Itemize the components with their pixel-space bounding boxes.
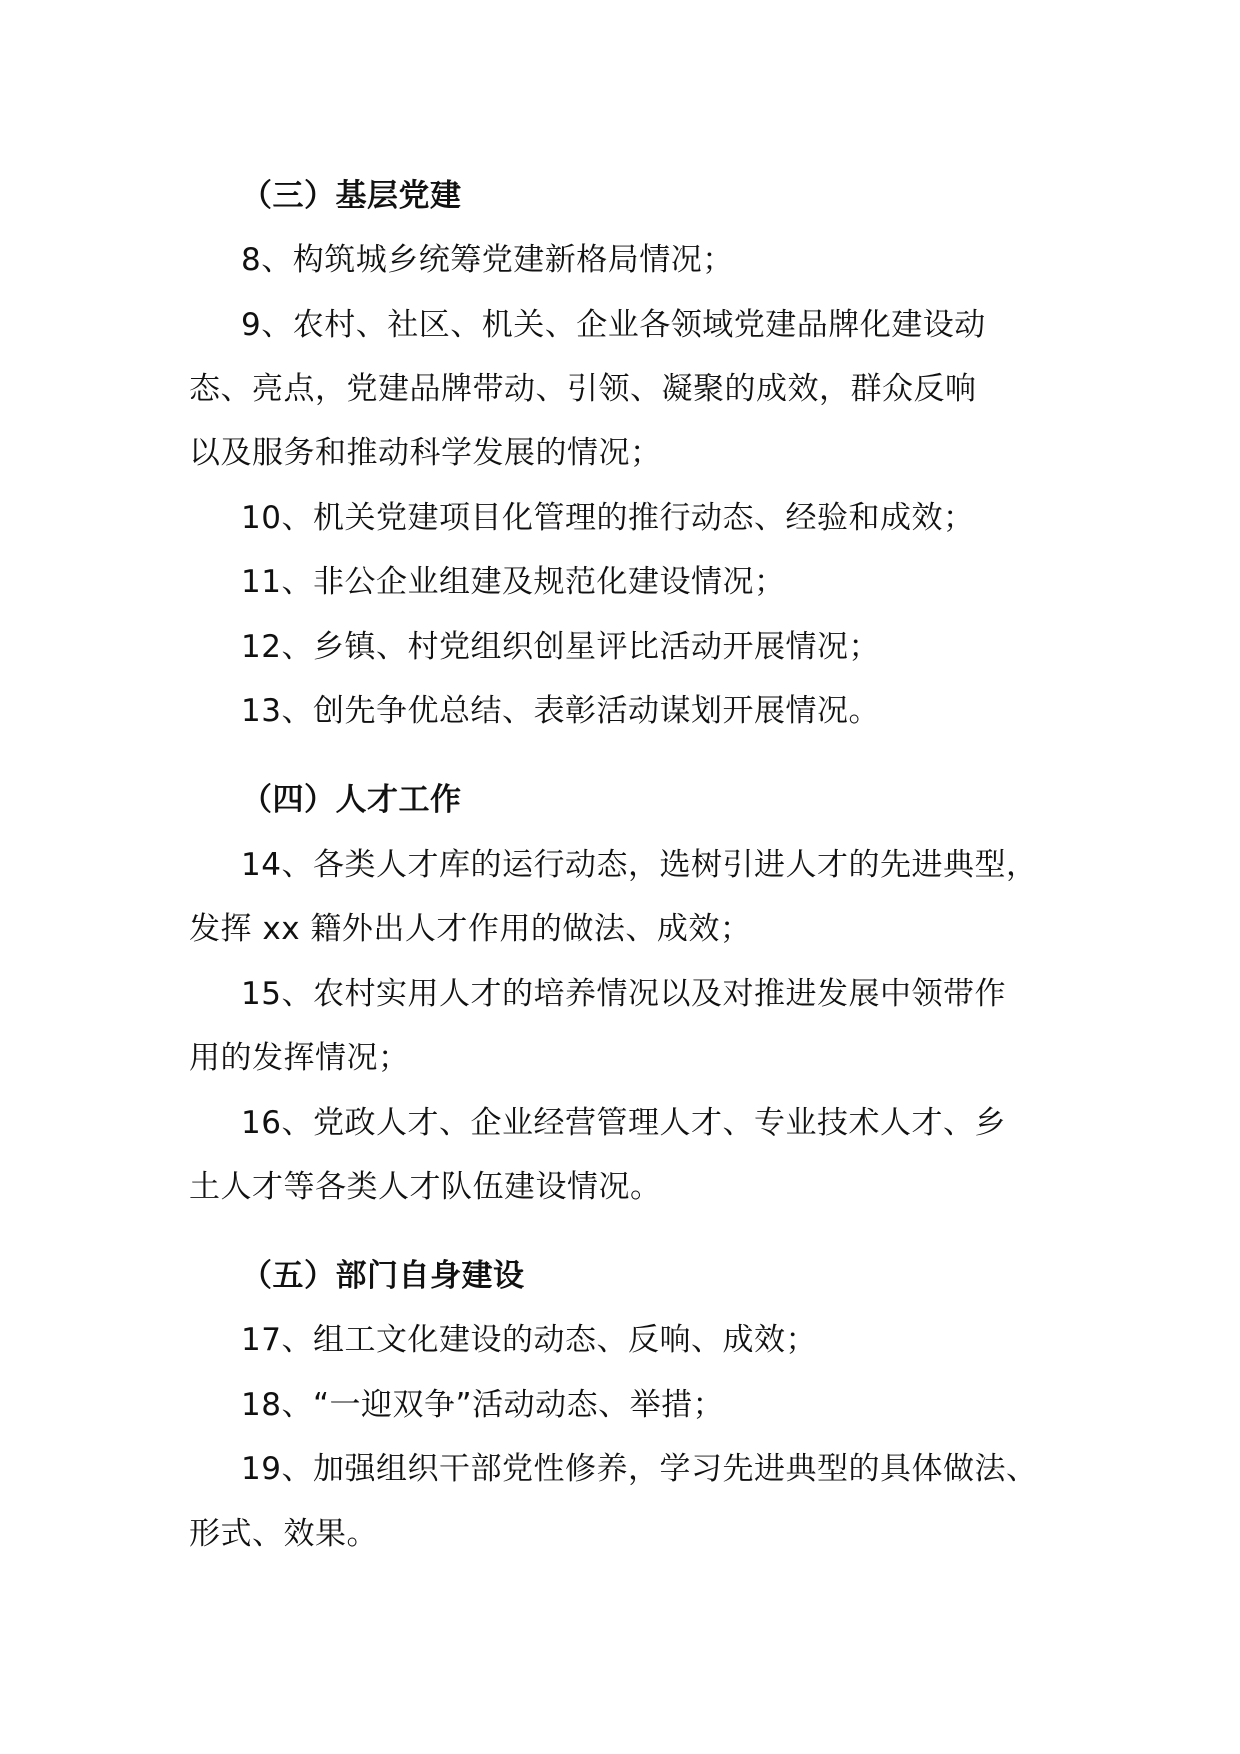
item-9-line-1: 9、农村、社区、机关、企业各领域党建品牌化建设动 bbox=[241, 307, 986, 343]
section-heading-4: （四）人才工作 bbox=[241, 782, 462, 818]
item-12: 12、乡镇、村党组织创星评比活动开展情况； bbox=[241, 629, 880, 665]
item-16-line-2: 土人才等各类人才队伍建设情况。 bbox=[189, 1169, 662, 1205]
item-11: 11、非公企业组建及规范化建设情况； bbox=[241, 564, 786, 600]
item-8: 8、构筑城乡统筹党建新格局情况； bbox=[241, 242, 734, 278]
item-17: 17、组工文化建设的动态、反响、成效； bbox=[241, 1322, 817, 1358]
item-9-line-2: 态、亮点，党建品牌带动、引领、凝聚的成效，群众反响 bbox=[189, 371, 977, 407]
item-15-line-2: 用的发挥情况； bbox=[189, 1040, 410, 1076]
item-14-line-1: 14、各类人才库的运行动态，选树引进人才的先进典型， bbox=[241, 847, 1038, 883]
item-15-line-1: 15、农村实用人才的培养情况以及对推进发展中领带作 bbox=[241, 976, 1006, 1012]
item-14-line-2: 发挥 xx 籍外出人才作用的做法、成效； bbox=[189, 911, 752, 947]
item-10: 10、机关党建项目化管理的推行动态、经验和成效； bbox=[241, 500, 975, 536]
item-19-line-1: 19、加强组织干部党性修养，学习先进典型的具体做法、 bbox=[241, 1451, 1038, 1487]
section-heading-3: （三）基层党建 bbox=[241, 178, 462, 214]
item-13: 13、创先争优总结、表彰活动谋划开展情况。 bbox=[241, 693, 880, 729]
item-16-line-1: 16、党政人才、企业经营管理人才、专业技术人才、乡 bbox=[241, 1105, 1006, 1141]
item-18: 18、“一迎双争”活动动态、举措； bbox=[241, 1387, 725, 1423]
item-19-line-2: 形式、效果。 bbox=[189, 1516, 378, 1552]
item-9-line-3: 以及服务和推动科学发展的情况； bbox=[189, 435, 662, 471]
section-heading-5: （五）部门自身建设 bbox=[241, 1258, 525, 1294]
